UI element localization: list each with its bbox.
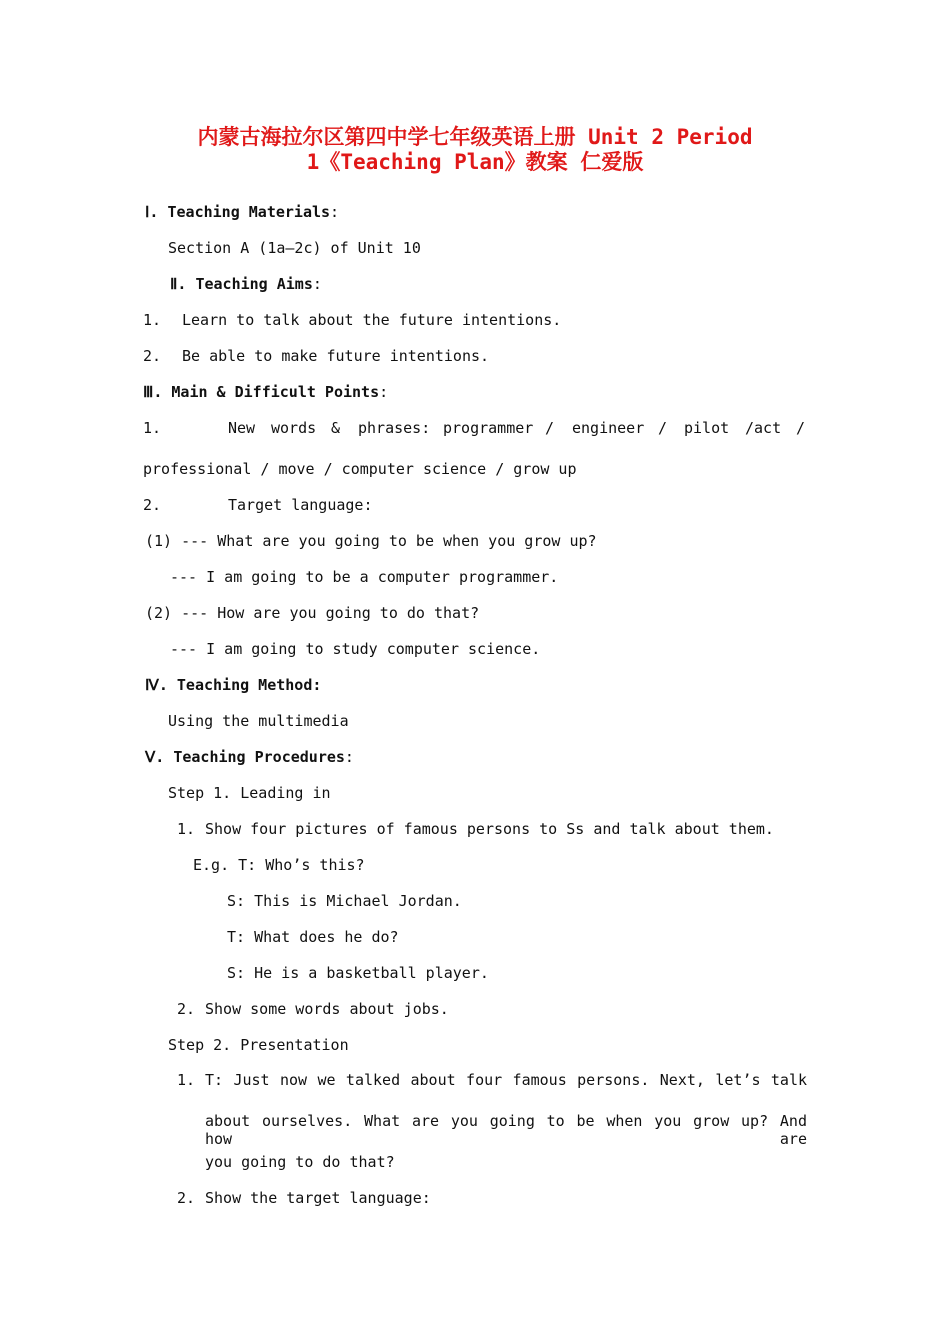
points-word: programmer [443,419,534,437]
page-title-line2: 1《Teaching Plan》教案 仁爱版 [306,150,644,174]
aim-number: 2. [143,347,162,365]
dialog-line: --- I am going to study computer science. [170,640,541,658]
step-item-text: Show some words about jobs. [205,1000,449,1018]
example-line: S: This is Michael Jordan. [227,892,462,910]
step-item-text: Show the target language: [205,1189,431,1207]
step-item-number: 2. [177,1000,196,1018]
points-item-number: 2. [143,496,162,514]
section-heading-procedures: Ⅴ. Teaching Procedures: [145,748,354,766]
dialog-line: --- I am going to be a computer programmer. [170,568,559,586]
page-title-line1: 内蒙古海拉尔区第四中学七年级英语上册 Unit 2 Period [197,125,753,149]
step-item-text: you going to do that? [205,1153,395,1171]
section-heading-points: Ⅲ. Main & Difficult Points: [143,383,389,401]
step-item-text: about ourselves. What are you going to be when you grow up? And how are [205,1112,807,1148]
step-item-number: 1. [177,1071,196,1089]
points-word: words [271,419,317,437]
example-line: E.g. T: Who’s this? [193,856,365,874]
section-heading-method: Ⅳ. Teaching Method: [145,676,322,694]
dialog-line: (1) --- What are you going to be when you grow up? [145,532,597,550]
aim-text: Be able to make future intentions. [182,347,490,365]
points-word: & [331,419,341,437]
aim-number: 1. [143,311,162,329]
points-item-number: 1. [143,419,162,437]
section-heading-materials: Ⅰ. Teaching Materials: [145,203,340,221]
points-word: pilot [684,419,730,437]
points-word: / [796,419,806,437]
section-heading-aims: Ⅱ. Teaching Aims: [170,275,322,293]
step-heading: Step 2. Presentation [168,1036,349,1054]
step-item-number: 1. [177,820,196,838]
points-target-language: Target language: [228,496,373,514]
step-item-text: T: Just now we talked about four famous persons. Next, let’s talk [205,1071,807,1089]
step-item-text: Show four pictures of famous persons to Ss and talk about them. [205,820,774,838]
points-word: New [228,419,256,437]
example-line: S: He is a basketball player. [227,964,489,982]
points-word: / [545,419,555,437]
points-word: / [658,419,668,437]
step-heading: Step 1. Leading in [168,784,331,802]
points-word: engineer [572,419,645,437]
points-phrases-line2: professional / move / computer science / grow up [143,460,577,478]
points-word: /act [745,419,782,437]
points-word: phrases: [358,419,431,437]
method-text: Using the multimedia [168,712,349,730]
step-item-number: 2. [177,1189,196,1207]
example-line: T: What does he do? [227,928,399,946]
dialog-line: (2) --- How are you going to do that? [145,604,480,622]
aim-text: Learn to talk about the future intentions. [182,311,562,329]
materials-text: Section A (1a—2c) of Unit 10 [168,239,421,257]
